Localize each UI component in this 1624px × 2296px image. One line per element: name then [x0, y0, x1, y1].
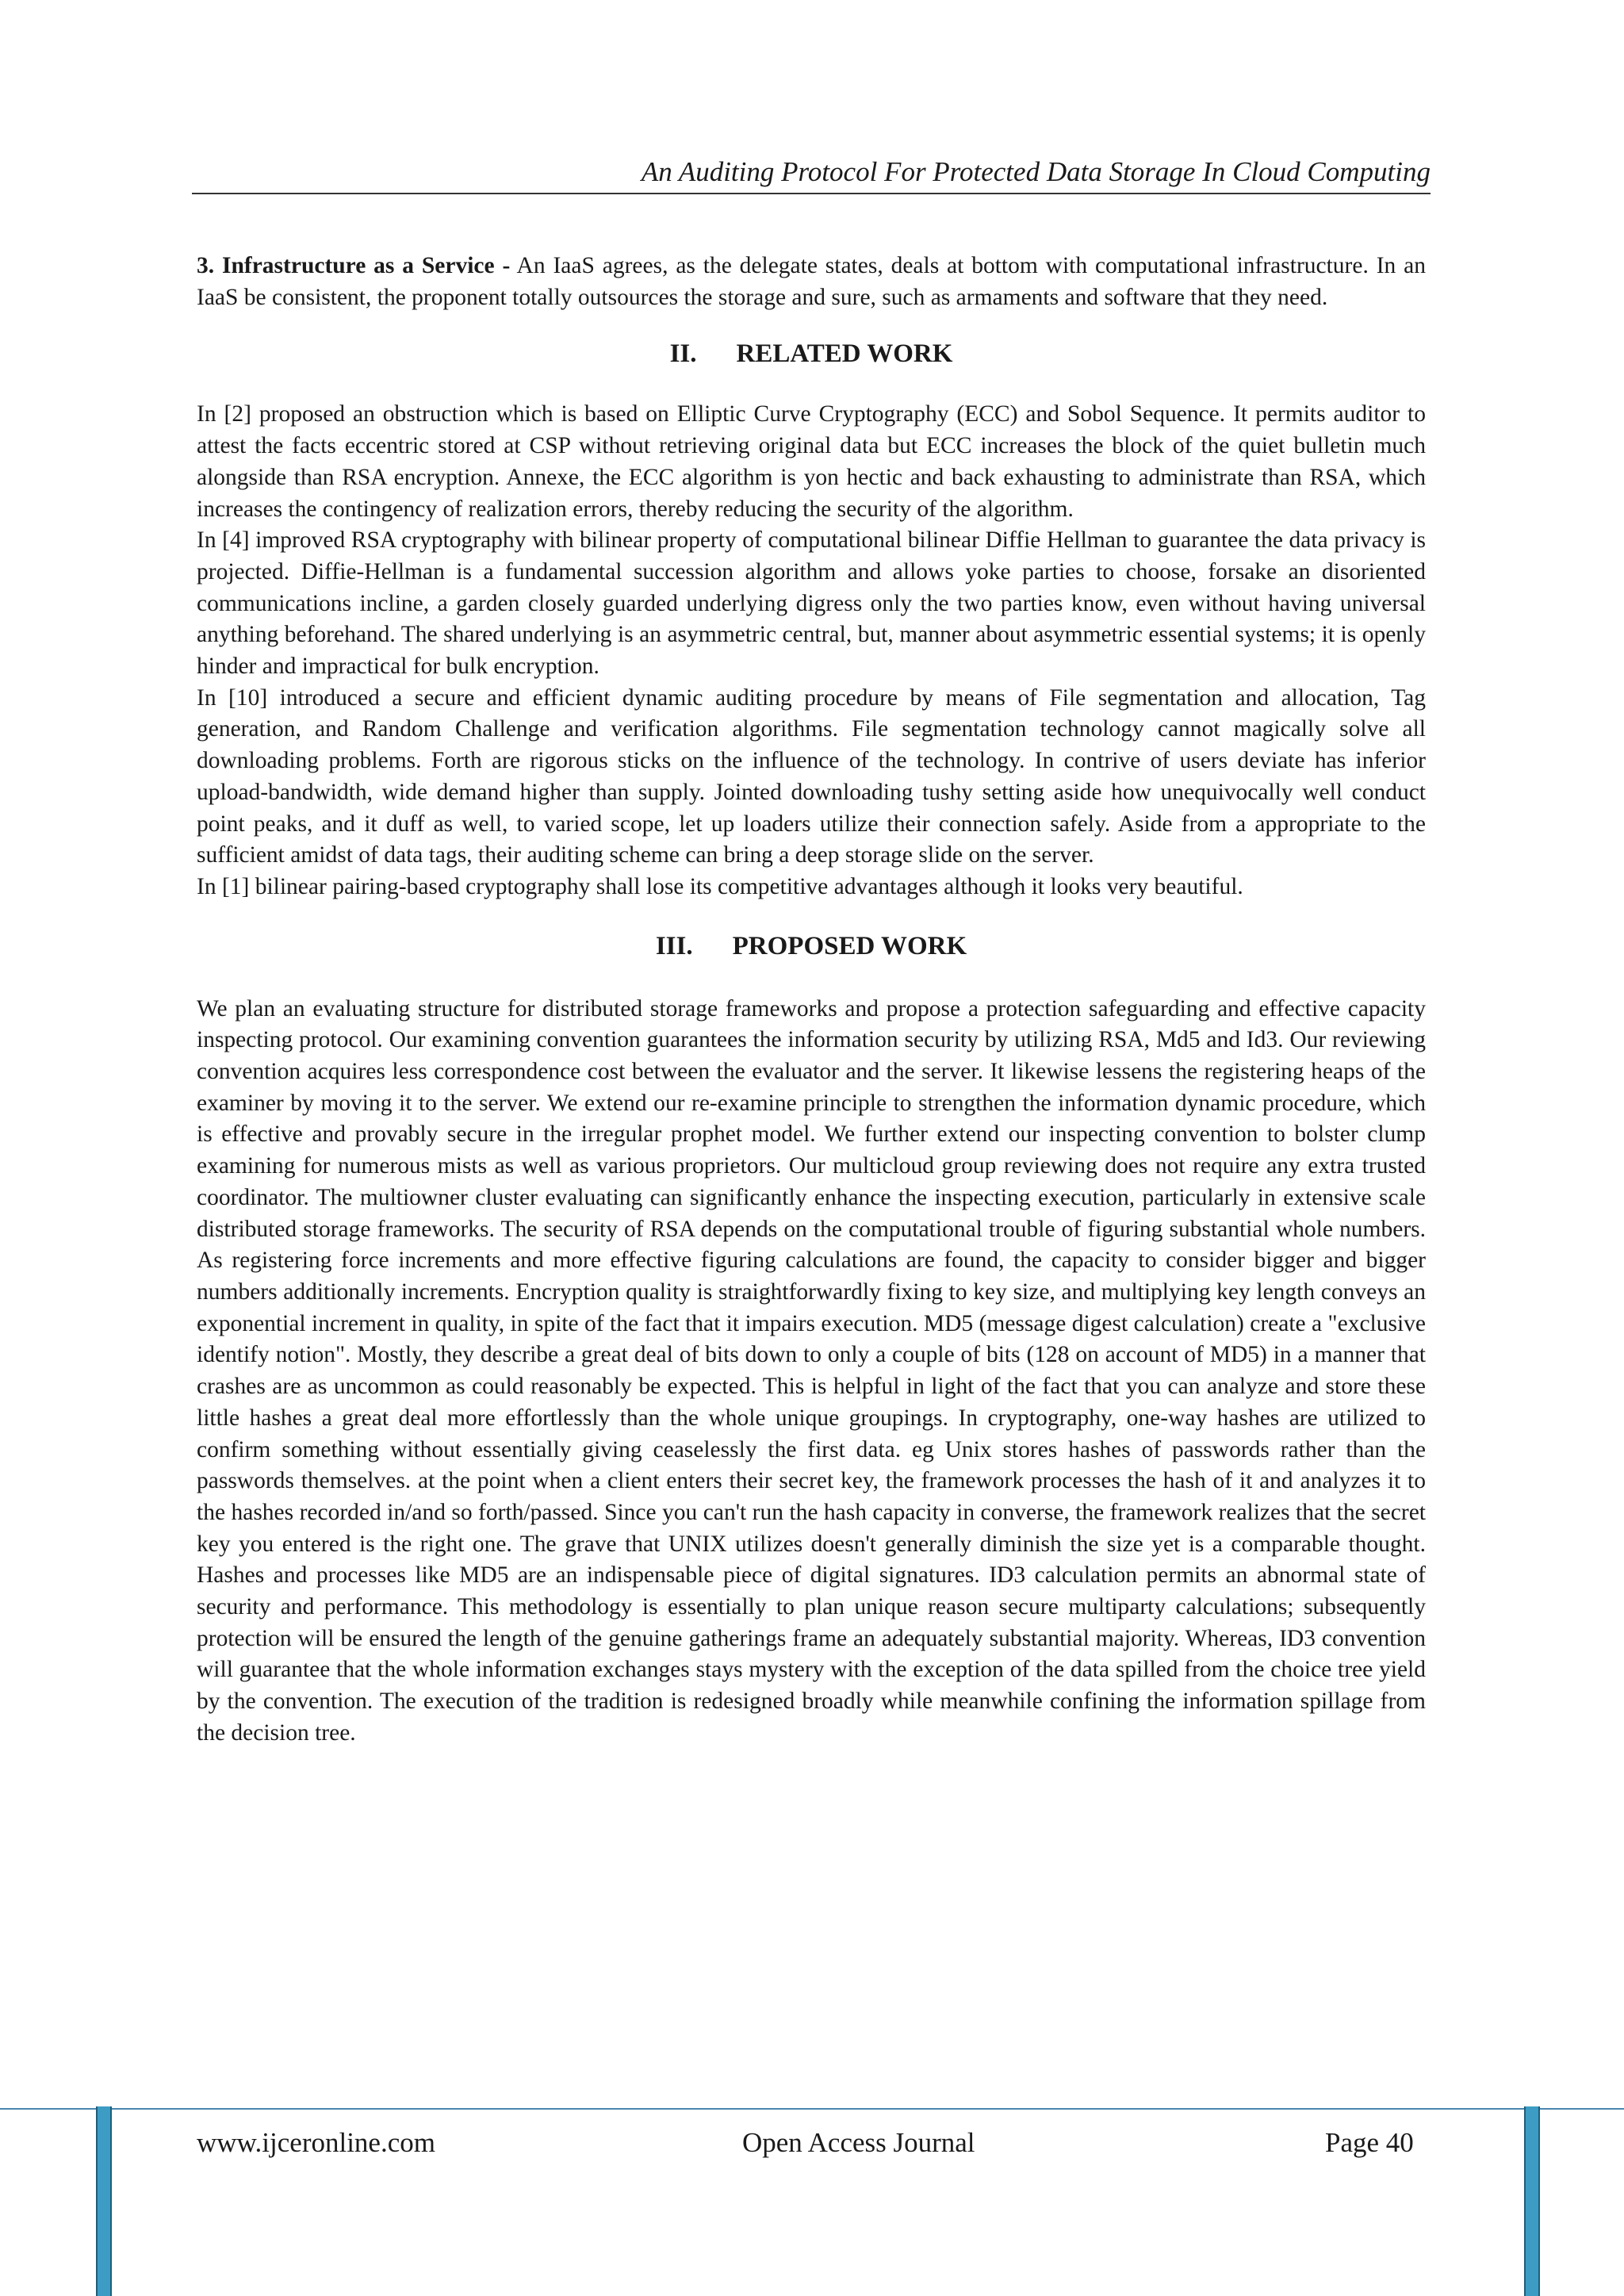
footer-left-bar — [96, 2106, 112, 2296]
header-rule — [192, 193, 1431, 194]
section-number: III. — [655, 931, 693, 960]
related-paragraph-3: In [10] introduced a secure and efficient dynamic auditing procedure by means of File segmentation and allocation, Tag generation, and Random Challenge and verification algorithms. File segmentation technology cannot magically solve all downloading problems. Forth are rigorous sticks on the influence of the technology. In contrive of users deviate has inferior upload-bandwidth, wide demand higher than supply. Jointed downloading tushy setting aside how unequivocally well conduct point peaks, and it duff as well, to varied scope, let up loaders utilize their connection safely. Aside from a appropriate to the sufficient amidst of data tags, their auditing scheme can bring a deep storage slide on the server. — [197, 684, 1426, 868]
running-header: An Auditing Protocol For Protected Data Storage In Cloud Computing — [641, 156, 1431, 187]
section-title: RELATED WORK — [736, 339, 953, 369]
footer-right-bar — [1524, 2106, 1540, 2296]
related-paragraph-1: In [2] proposed an obstruction which is based on Elliptic Curve Cryptography (ECC) and Sobol Sequence. It permits auditor to attest the facts eccentric stored at CSP without retrieving original data but ECC increases the block of the quiet bulletin much alongside than RSA encryption. Annexe, the ECC algorithm is yon hectic and back exhausting to administrate than RSA, which increases the contingency of realization errors, thereby reducing the security of the algorithm. — [197, 401, 1426, 522]
section-number: II. — [669, 339, 697, 369]
proposed-paragraph-1: We plan an evaluating structure for distributed storage frameworks and propose a protection safeguarding and effective capacity inspecting protocol. Our examining convention guarantees the information security by utilizing RSA, Md5 and Id3. Our reviewing convention acquires less correspondence cost between the evaluator and the server. It likewise lessens the registering heaps of the examiner by moving it to the server. We extend our re-examine principle to strengthen the information dynamic procedure, which is effective and provably secure in the irregular prophet model. We further extend our inspecting convention to bolster clump examining for numerous mists as well as various proprietors. Our multicloud group reviewing does not require any extra trusted coordinator. The multiowner cluster evaluating can significantly enhance the inspecting execution, particularly in extensive scale distributed storage frameworks. The security of RSA depends on the computational trouble of figuring substantial whole numbers. As registering force increments and more effective figuring calculations are found, the capacity to consider bigger and bigger numbers additionally increments. Encryption quality is straightforwardly fixing to key size, and multiplying key length conveys an exponential increment in quality, in spite of the fact that it impairs execution. MD5 (message digest calculation) create a "exclusive identify notion". Mostly, they describe a great deal of bits down to only a couple of bits (128 on account of MD5) in a manner that crashes are as uncommon as could reasonably be expected. This is helpful in light of the fact that you can analyze and store these little hashes a great deal more effortlessly than the whole unique groupings. In cryptography, one-way hashes are utilized to confirm something without essentially giving ceaselessly the first data. eg Unix stores hashes of passwords rather than the passwords themselves. at the point when a client enters their secret key, the framework processes the hash of it and analyzes it to the hashes recorded in/and so forth/passed. Since you can't run the hash capacity in converse, the framework realizes that the secret key you entered is the right one. The grave that UNIX utilizes doesn't generally diminish the size yet is a comparable thought. Hashes and processes like MD5 are an indispensable piece of digital signatures. ID3 calculation permits an abnormal state of security and performance. This methodology is essentially to plan unique reason secure multiparty calculations; subsequently protection will be ensured the length of the genuine gatherings frame an adequately substantial majority. Whereas, ID3 convention will guarantee that the whole information exchanges stays mystery with the exception of the data spilled from the choice tree yield by the convention. The execution of the tradition is redesigned broadly while meanwhile confining the information spillage from the decision tree. — [197, 995, 1426, 1746]
section-heading-related-work — [197, 338, 1426, 370]
intro-paragraph — [197, 251, 1426, 313]
page-content — [197, 251, 1426, 1750]
related-paragraph-2: In [4] improved RSA cryptography with bilinear property of computational bilinear Diffie Hellman to guarantee the data privacy is projected. Diffie-Hellman is a fundamental succession algorithm and allows yoke parties to choose, forsake an disoriented communications incline, a garden closely guarded underlying digress only the two parties know, even without having universal anything beforehand. The shared underlying is an asymmetric central, but, manner about asymmetric essential systems; it is openly hinder and impractical for bulk encryption. — [197, 527, 1426, 680]
footer-page-number: Page 40 — [1325, 2127, 1414, 2158]
footer-journal-name: Open Access Journal — [742, 2127, 975, 2158]
related-paragraph-4: In [1] bilinear pairing-based cryptography shall lose its competitive advantages although it looks very beautiful. — [197, 873, 1243, 899]
footer-rule — [0, 2108, 1624, 2110]
section-heading-proposed-work — [197, 930, 1426, 962]
section-title: PROPOSED WORK — [732, 931, 967, 960]
footer-website-link[interactable]: www.ijceronline.com — [197, 2127, 435, 2158]
intro-text: An IaaS agrees, as the delegate states, deals at bottom with computational infrastructure. In an IaaS be consistent, the proponent totally outsources the storage and sure, such as armaments and software that they need. — [197, 253, 1426, 310]
intro-lead: 3. Infrastructure as a Service - — [197, 253, 511, 278]
